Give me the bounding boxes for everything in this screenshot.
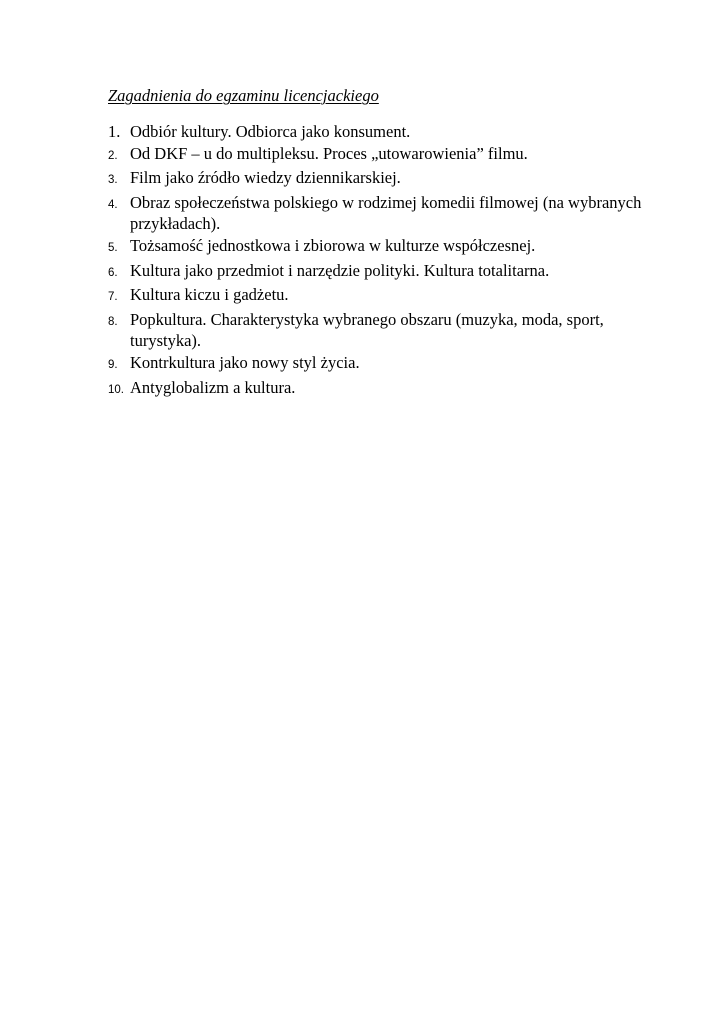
list-item-number: 10.	[108, 383, 124, 396]
list-item	[108, 121, 648, 143]
list-item-text: Od DKF – u do multipleksu. Proces „utowarowienia” filmu.	[130, 143, 528, 163]
list-item-text: Kultura jako przedmiot i narzędzie polityki. Kultura totalitarna.	[130, 260, 550, 280]
list-item	[108, 167, 648, 192]
list-item	[108, 377, 648, 402]
list-item	[108, 260, 648, 285]
list-item-text: Kontrkultura jako nowy styl życia.	[130, 352, 360, 372]
list-item-number: 7.	[108, 291, 118, 304]
list-item-number: 6.	[108, 266, 118, 279]
list-item-text: Antyglobalizm a kultura.	[130, 377, 296, 397]
list-item-text: Tożsamość jednostkowa i zbiorowa w kulturze współczesnej.	[130, 235, 536, 255]
list-item-text: Kultura kiczu i gadżetu.	[130, 285, 289, 305]
list-item-text: Popkultura. Charakterystyka wybranego obszaru (muzyka, moda, sport, turystyka).	[130, 309, 604, 351]
list-item	[108, 143, 648, 168]
list-item	[108, 192, 648, 235]
list-item	[108, 235, 648, 260]
document-title: Zagadnienia do egzaminu licencjackiego	[108, 86, 379, 105]
list-item	[108, 284, 648, 309]
list-item-number: 1.	[108, 122, 121, 141]
list-item-number: 2.	[108, 149, 118, 162]
list-item-number: 5.	[108, 241, 118, 254]
list-item	[108, 352, 648, 377]
list-item-text: Film jako źródło wiedzy dziennikarskiej.	[130, 168, 401, 188]
list-item	[108, 309, 648, 352]
list-item-number: 8.	[108, 315, 118, 328]
list-item-text: Odbiór kultury. Odbiorca jako konsument.	[130, 122, 411, 141]
list-item-number: 9.	[108, 358, 118, 371]
list-item-text: Obraz społeczeństwa polskiego w rodzimej komedii filmowej (na wybranych przykładach).	[130, 192, 642, 234]
list-item-number: 3.	[108, 174, 118, 187]
topic-list	[108, 121, 648, 401]
list-item-number: 4.	[108, 198, 118, 211]
